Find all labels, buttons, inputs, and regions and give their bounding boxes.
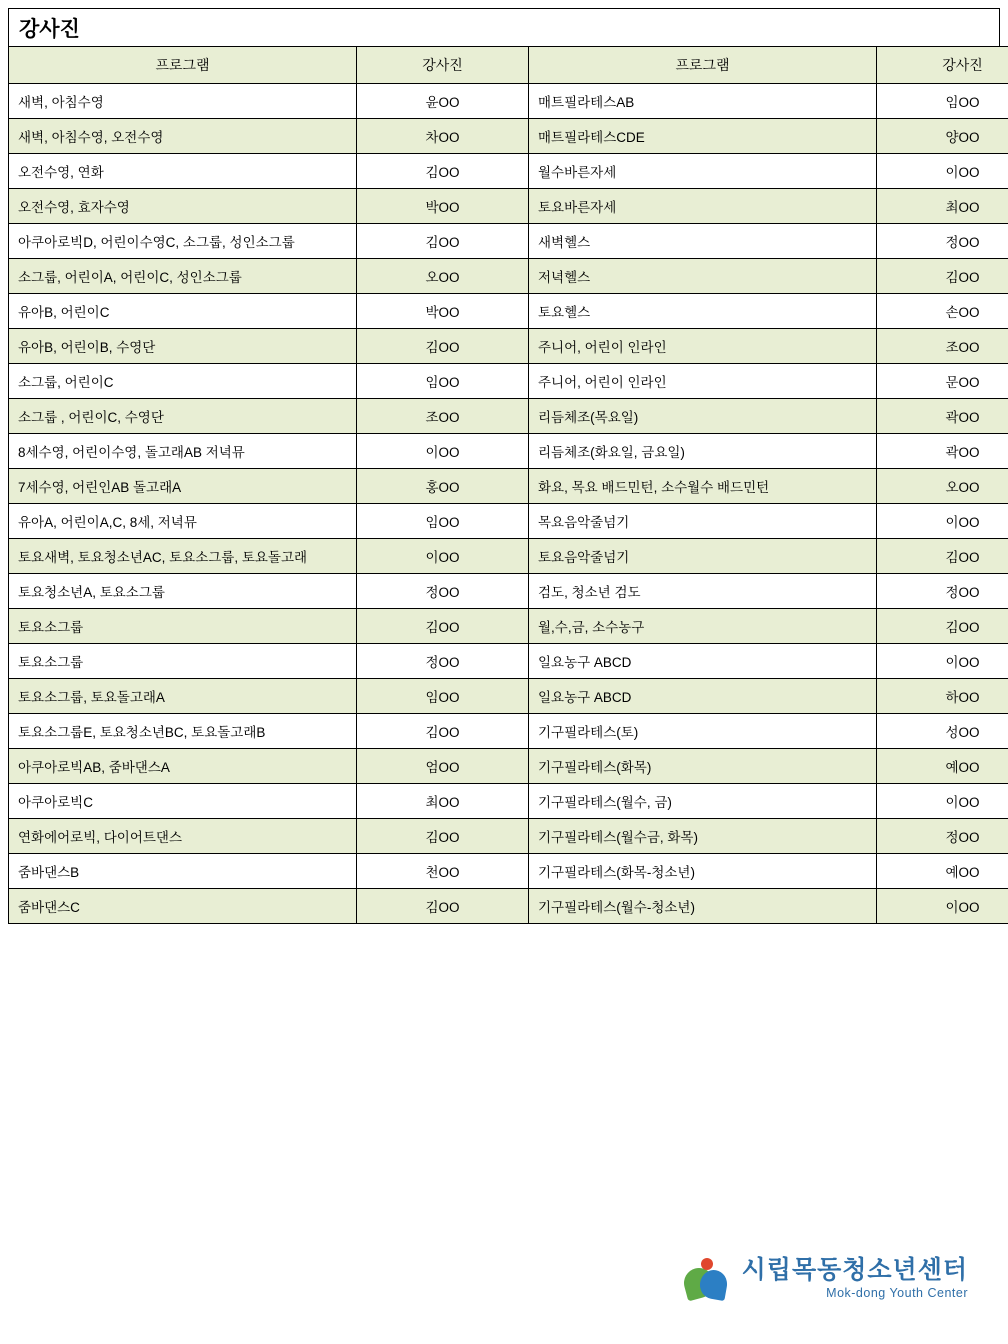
cell-instructor-left: 김OO — [357, 224, 529, 259]
cell-instructor-left: 차OO — [357, 119, 529, 154]
cell-instructor-left: 김OO — [357, 714, 529, 749]
cell-instructor-right: 김OO — [877, 539, 1008, 574]
cell-program-right: 토요헬스 — [529, 294, 877, 329]
cell-instructor-left: 윤OO — [357, 84, 529, 119]
cell-program-right: 일요농구 ABCD — [529, 679, 877, 714]
cell-instructor-right: 김OO — [877, 259, 1008, 294]
cell-program-right: 매트필라테스CDE — [529, 119, 877, 154]
cell-instructor-left: 정OO — [357, 574, 529, 609]
cell-program-right: 주니어, 어린이 인라인 — [529, 364, 877, 399]
cell-program-left: 토요소그룹 — [9, 609, 357, 644]
cell-instructor-right: 이OO — [877, 644, 1008, 679]
cell-program-right: 월,수,금, 소수농구 — [529, 609, 877, 644]
cell-instructor-right: 김OO — [877, 609, 1008, 644]
cell-instructor-right: 임OO — [877, 84, 1008, 119]
cell-instructor-left: 임OO — [357, 504, 529, 539]
cell-instructor-left: 오OO — [357, 259, 529, 294]
page-title: 강사진 — [19, 17, 80, 41]
table-row — [9, 749, 1008, 784]
table-row — [9, 189, 1008, 224]
instructor-roster-table — [8, 46, 1008, 924]
cell-instructor-left: 최OO — [357, 784, 529, 819]
table-row — [9, 119, 1008, 154]
table-header-row — [9, 47, 1008, 84]
table-row — [9, 329, 1008, 364]
cell-instructor-right: 이OO — [877, 504, 1008, 539]
cell-instructor-left: 정OO — [357, 644, 529, 679]
table-row — [9, 819, 1008, 854]
cell-program-left: 토요소그룹E, 토요청소년BC, 토요돌고래B — [9, 714, 357, 749]
logo-red-dot — [701, 1258, 713, 1270]
cell-instructor-right: 예OO — [877, 854, 1008, 889]
cell-instructor-right: 조OO — [877, 329, 1008, 364]
table-row — [9, 399, 1008, 434]
cell-program-right: 주니어, 어린이 인라인 — [529, 329, 877, 364]
column-header-program-right: 프로그램 — [529, 47, 877, 84]
cell-program-right: 검도, 청소년 검도 — [529, 574, 877, 609]
table-row — [9, 784, 1008, 819]
cell-program-right: 저녁헬스 — [529, 259, 877, 294]
cell-instructor-right: 오OO — [877, 469, 1008, 504]
cell-program-left: 소그룹, 어린이C — [9, 364, 357, 399]
logo-english-name: Mok-dong Youth Center — [826, 1285, 968, 1300]
cell-instructor-left: 이OO — [357, 434, 529, 469]
cell-program-right: 기구필라테스(화목-청소년) — [529, 854, 877, 889]
table-row — [9, 294, 1008, 329]
cell-program-left: 아쿠아로빅D, 어린이수영C, 소그룹, 성인소그룹 — [9, 224, 357, 259]
cell-program-left: 소그룹, 어린이A, 어린이C, 성인소그룹 — [9, 259, 357, 294]
cell-program-right: 토요바른자세 — [529, 189, 877, 224]
cell-program-right: 기구필라테스(월수금, 화목) — [529, 819, 877, 854]
cell-program-right: 기구필라테스(화목) — [529, 749, 877, 784]
table-row — [9, 889, 1008, 924]
table-body — [9, 84, 1008, 924]
cell-program-left: 줌바댄스C — [9, 889, 357, 924]
logo-text-block — [742, 1257, 968, 1300]
table-row — [9, 434, 1008, 469]
table-header — [9, 47, 1008, 84]
cell-program-right: 일요농구 ABCD — [529, 644, 877, 679]
table-row — [9, 154, 1008, 189]
cell-instructor-right: 손OO — [877, 294, 1008, 329]
cell-instructor-right: 예OO — [877, 749, 1008, 784]
cell-instructor-right: 이OO — [877, 889, 1008, 924]
cell-program-left: 토요소그룹 — [9, 644, 357, 679]
cell-instructor-left: 홍OO — [357, 469, 529, 504]
cell-program-right: 목요음악줄넘기 — [529, 504, 877, 539]
cell-program-left: 유아A, 어린이A,C, 8세, 저녁뮤 — [9, 504, 357, 539]
cell-instructor-left: 김OO — [357, 889, 529, 924]
table-row — [9, 84, 1008, 119]
cell-program-left: 유아B, 어린이B, 수영단 — [9, 329, 357, 364]
cell-instructor-left: 박OO — [357, 189, 529, 224]
cell-program-left: 아쿠아로빅AB, 줌바댄스A — [9, 749, 357, 784]
table-row — [9, 714, 1008, 749]
cell-instructor-right: 이OO — [877, 784, 1008, 819]
cell-program-right: 매트필라테스AB — [529, 84, 877, 119]
table-row — [9, 504, 1008, 539]
table-row — [9, 854, 1008, 889]
cell-instructor-left: 임OO — [357, 679, 529, 714]
cell-instructor-left: 엄OO — [357, 749, 529, 784]
cell-program-left: 오전수영, 연화 — [9, 154, 357, 189]
cell-program-left: 토요청소년A, 토요소그룹 — [9, 574, 357, 609]
cell-instructor-left: 이OO — [357, 539, 529, 574]
cell-instructor-right: 하OO — [877, 679, 1008, 714]
table-row — [9, 679, 1008, 714]
cell-program-left: 연화에어로빅, 다이어트댄스 — [9, 819, 357, 854]
cell-program-left: 새벽, 아침수영, 오전수영 — [9, 119, 357, 154]
youth-center-logo-icon — [684, 1256, 730, 1302]
cell-instructor-left: 김OO — [357, 329, 529, 364]
cell-instructor-left: 김OO — [357, 819, 529, 854]
cell-program-left: 7세수영, 어린인AB 돌고래A — [9, 469, 357, 504]
cell-instructor-left: 김OO — [357, 609, 529, 644]
cell-program-left: 줌바댄스B — [9, 854, 357, 889]
column-header-instructor-right: 강사진 — [877, 47, 1008, 84]
column-header-instructor-left: 강사진 — [357, 47, 529, 84]
cell-instructor-right: 양OO — [877, 119, 1008, 154]
cell-instructor-right: 문OO — [877, 364, 1008, 399]
cell-program-right: 기구필라테스(월수-청소년) — [529, 889, 877, 924]
cell-program-right: 기구필라테스(월수, 금) — [529, 784, 877, 819]
table-row — [9, 609, 1008, 644]
cell-program-right: 토요음악줄넘기 — [529, 539, 877, 574]
table-row — [9, 574, 1008, 609]
cell-program-left: 아쿠아로빅C — [9, 784, 357, 819]
cell-program-right: 월수바른자세 — [529, 154, 877, 189]
table-row — [9, 259, 1008, 294]
page-title-bar — [8, 8, 1000, 46]
cell-instructor-right: 곽OO — [877, 434, 1008, 469]
cell-program-right: 기구필라테스(토) — [529, 714, 877, 749]
cell-program-right: 새벽헬스 — [529, 224, 877, 259]
cell-instructor-left: 조OO — [357, 399, 529, 434]
cell-instructor-right: 성OO — [877, 714, 1008, 749]
cell-program-left: 유아B, 어린이C — [9, 294, 357, 329]
cell-program-left: 소그룹 , 어린이C, 수영단 — [9, 399, 357, 434]
cell-instructor-left: 천OO — [357, 854, 529, 889]
cell-instructor-right: 정OO — [877, 224, 1008, 259]
cell-instructor-left: 박OO — [357, 294, 529, 329]
cell-instructor-right: 정OO — [877, 819, 1008, 854]
table-row — [9, 364, 1008, 399]
table-row — [9, 224, 1008, 259]
cell-program-right: 리듬체조(목요일) — [529, 399, 877, 434]
organization-logo — [684, 1256, 968, 1302]
column-header-program-left: 프로그램 — [9, 47, 357, 84]
cell-instructor-right: 곽OO — [877, 399, 1008, 434]
cell-instructor-right: 이OO — [877, 154, 1008, 189]
cell-instructor-left: 임OO — [357, 364, 529, 399]
cell-program-right: 리듬체조(화요일, 금요일) — [529, 434, 877, 469]
cell-instructor-left: 김OO — [357, 154, 529, 189]
cell-instructor-right: 최OO — [877, 189, 1008, 224]
cell-program-left: 8세수영, 어린이수영, 돌고래AB 저녁뮤 — [9, 434, 357, 469]
cell-program-right: 화요, 목요 배드민턴, 소수월수 배드민턴 — [529, 469, 877, 504]
table-row — [9, 469, 1008, 504]
table-row — [9, 539, 1008, 574]
cell-program-left: 새벽, 아침수영 — [9, 84, 357, 119]
cell-program-left: 토요새벽, 토요청소년AC, 토요소그룹, 토요돌고래 — [9, 539, 357, 574]
table-row — [9, 644, 1008, 679]
cell-program-left: 토요소그룹, 토요돌고래A — [9, 679, 357, 714]
cell-program-left: 오전수영, 효자수영 — [9, 189, 357, 224]
logo-korean-name: 시립목동청소년센터 — [741, 1256, 968, 1285]
cell-instructor-right: 정OO — [877, 574, 1008, 609]
